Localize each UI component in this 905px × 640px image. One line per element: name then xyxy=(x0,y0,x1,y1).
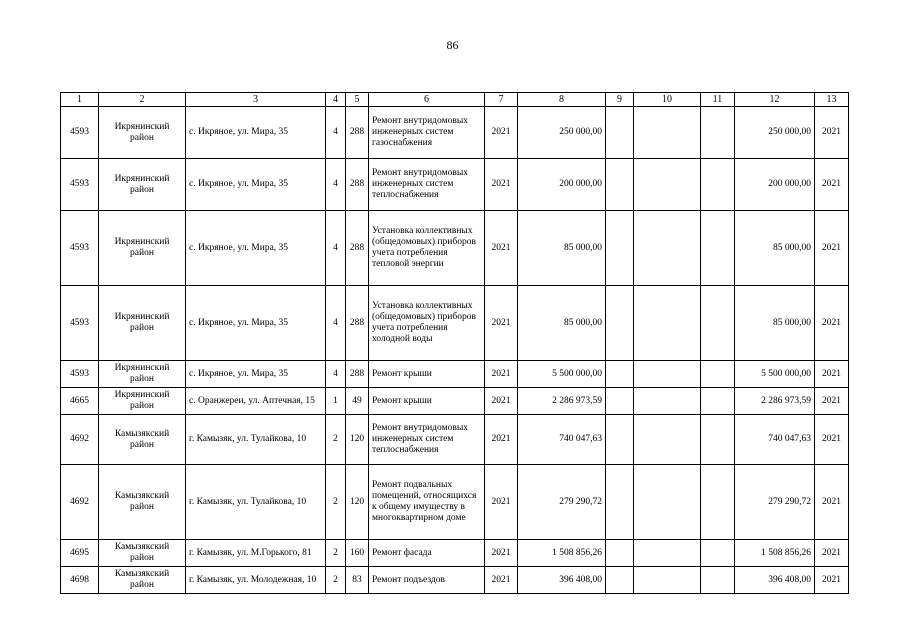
column-header: 4 xyxy=(326,93,346,107)
cell-col12-cost: 740 047,63 xyxy=(735,415,815,465)
cell-year: 2021 xyxy=(485,567,518,594)
cell-district: Икрянинский район xyxy=(99,159,186,211)
cell-id: 4695 xyxy=(61,540,99,567)
column-header: 7 xyxy=(485,93,518,107)
cell-address: с. Икряное, ул. Мира, 35 xyxy=(186,286,326,361)
cell-floors: 2 xyxy=(326,540,346,567)
cell-work-type: Ремонт внутридомовых инженерных систем теплоснабжения xyxy=(369,159,485,211)
cell-col9 xyxy=(606,107,634,159)
cell-year-end: 2021 xyxy=(815,159,849,211)
table-row xyxy=(61,107,849,159)
cell-col9 xyxy=(606,286,634,361)
cell-district: Камызякский район xyxy=(99,540,186,567)
cell-floors: 4 xyxy=(326,286,346,361)
header-row xyxy=(61,93,849,107)
cell-district: Камызякский район xyxy=(99,567,186,594)
cell-id: 4692 xyxy=(61,415,99,465)
cell-year-end: 2021 xyxy=(815,361,849,388)
column-header: 13 xyxy=(815,93,849,107)
cell-col11 xyxy=(701,286,735,361)
table-header xyxy=(61,93,849,107)
cell-district: Икрянинский район xyxy=(99,286,186,361)
cell-col12-cost: 200 000,00 xyxy=(735,159,815,211)
cell-apartments: 288 xyxy=(346,286,369,361)
cell-col12-cost: 396 408,00 xyxy=(735,567,815,594)
column-header: 3 xyxy=(186,93,326,107)
cell-id: 4593 xyxy=(61,107,99,159)
cell-district: Икрянинский район xyxy=(99,361,186,388)
cell-district: Икрянинский район xyxy=(99,211,186,286)
cell-address: г. Камызяк, ул. Тулайкова, 10 xyxy=(186,415,326,465)
cell-apartments: 160 xyxy=(346,540,369,567)
cell-col11 xyxy=(701,465,735,540)
cell-col10 xyxy=(634,361,701,388)
table-row xyxy=(61,211,849,286)
cell-year-end: 2021 xyxy=(815,540,849,567)
cell-id: 4593 xyxy=(61,361,99,388)
table-row xyxy=(61,159,849,211)
cell-col10 xyxy=(634,286,701,361)
cell-floors: 4 xyxy=(326,361,346,388)
table-row xyxy=(61,361,849,388)
column-header: 1 xyxy=(61,93,99,107)
cell-year: 2021 xyxy=(485,361,518,388)
cell-col9 xyxy=(606,159,634,211)
column-header: 6 xyxy=(369,93,485,107)
cell-work-type: Ремонт фасада xyxy=(369,540,485,567)
table-row xyxy=(61,415,849,465)
cell-total-cost: 279 290,72 xyxy=(518,465,606,540)
cell-col11 xyxy=(701,415,735,465)
table-row xyxy=(61,465,849,540)
cell-year-end: 2021 xyxy=(815,107,849,159)
cell-col12-cost: 2 286 973,59 xyxy=(735,388,815,415)
cell-total-cost: 1 508 856,26 xyxy=(518,540,606,567)
cell-address: г. Камызяк, ул. Молодежная, 10 xyxy=(186,567,326,594)
cell-work-type: Ремонт внутридомовых инженерных систем теплоснабжения xyxy=(369,415,485,465)
cell-floors: 4 xyxy=(326,159,346,211)
cell-col10 xyxy=(634,159,701,211)
cell-apartments: 120 xyxy=(346,415,369,465)
table-body xyxy=(61,107,849,594)
cell-year: 2021 xyxy=(485,211,518,286)
cell-work-type: Ремонт крыши xyxy=(369,388,485,415)
cell-district: Икрянинский район xyxy=(99,107,186,159)
cell-id: 4698 xyxy=(61,567,99,594)
cell-floors: 2 xyxy=(326,415,346,465)
cell-id: 4593 xyxy=(61,211,99,286)
cell-apartments: 288 xyxy=(346,361,369,388)
cell-col9 xyxy=(606,388,634,415)
cell-apartments: 83 xyxy=(346,567,369,594)
cell-col12-cost: 85 000,00 xyxy=(735,286,815,361)
table-row xyxy=(61,286,849,361)
cell-col11 xyxy=(701,540,735,567)
cell-address: с. Икряное, ул. Мира, 35 xyxy=(186,159,326,211)
cell-address: с. Икряное, ул. Мира, 35 xyxy=(186,361,326,388)
cell-total-cost: 2 286 973,59 xyxy=(518,388,606,415)
cell-year: 2021 xyxy=(485,286,518,361)
cell-total-cost: 85 000,00 xyxy=(518,286,606,361)
table-row xyxy=(61,567,849,594)
cell-col10 xyxy=(634,211,701,286)
cell-id: 4692 xyxy=(61,465,99,540)
cell-year-end: 2021 xyxy=(815,211,849,286)
cell-address: г. Камызяк, ул. М.Горького, 81 xyxy=(186,540,326,567)
cell-col12-cost: 1 508 856,26 xyxy=(735,540,815,567)
cell-total-cost: 200 000,00 xyxy=(518,159,606,211)
cell-col10 xyxy=(634,415,701,465)
cell-id: 4593 xyxy=(61,286,99,361)
cell-address: с. Икряное, ул. Мира, 35 xyxy=(186,211,326,286)
cell-id: 4593 xyxy=(61,159,99,211)
cell-year-end: 2021 xyxy=(815,567,849,594)
cell-floors: 4 xyxy=(326,211,346,286)
cell-col11 xyxy=(701,107,735,159)
cell-apartments: 288 xyxy=(346,107,369,159)
cell-work-type: Ремонт внутридомовых инженерных систем газоснабжения xyxy=(369,107,485,159)
cell-year: 2021 xyxy=(485,540,518,567)
cell-year: 2021 xyxy=(485,159,518,211)
cell-district: Камызякский район xyxy=(99,415,186,465)
column-header: 8 xyxy=(518,93,606,107)
cell-total-cost: 396 408,00 xyxy=(518,567,606,594)
cell-id: 4665 xyxy=(61,388,99,415)
cell-year: 2021 xyxy=(485,107,518,159)
cell-floors: 2 xyxy=(326,567,346,594)
column-header: 2 xyxy=(99,93,186,107)
cell-total-cost: 250 000,00 xyxy=(518,107,606,159)
cell-col9 xyxy=(606,361,634,388)
cell-address: с. Оранжереи, ул. Аптечная, 15 xyxy=(186,388,326,415)
cell-year-end: 2021 xyxy=(815,465,849,540)
cell-address: г. Камызяк, ул. Тулайкова, 10 xyxy=(186,465,326,540)
cell-col10 xyxy=(634,107,701,159)
cell-floors: 1 xyxy=(326,388,346,415)
page-number: 86 xyxy=(446,38,459,52)
cell-col11 xyxy=(701,567,735,594)
cell-district: Камызякский район xyxy=(99,465,186,540)
column-header: 10 xyxy=(634,93,701,107)
cell-year-end: 2021 xyxy=(815,286,849,361)
cell-work-type: Установка коллективных (общедомовых) приборов учета потребления холодной воды xyxy=(369,286,485,361)
cell-col9 xyxy=(606,465,634,540)
table-row xyxy=(61,388,849,415)
cell-total-cost: 740 047,63 xyxy=(518,415,606,465)
cell-year: 2021 xyxy=(485,388,518,415)
cell-address: с. Икряное, ул. Мира, 35 xyxy=(186,107,326,159)
cell-work-type: Ремонт подъездов xyxy=(369,567,485,594)
cell-apartments: 49 xyxy=(346,388,369,415)
cell-col12-cost: 85 000,00 xyxy=(735,211,815,286)
cell-col9 xyxy=(606,567,634,594)
cell-col10 xyxy=(634,540,701,567)
cell-col11 xyxy=(701,211,735,286)
cell-work-type: Установка коллективных (общедомовых) приборов учета потребления тепловой энергии xyxy=(369,211,485,286)
cell-district: Икрянинский район xyxy=(99,388,186,415)
cell-col12-cost: 250 000,00 xyxy=(735,107,815,159)
cell-year-end: 2021 xyxy=(815,388,849,415)
cell-col10 xyxy=(634,567,701,594)
cell-year: 2021 xyxy=(485,465,518,540)
cell-col10 xyxy=(634,388,701,415)
table-row xyxy=(61,540,849,567)
cell-work-type: Ремонт подвальных помещений, относящихся к общему имуществу в многоквартирном доме xyxy=(369,465,485,540)
cell-year-end: 2021 xyxy=(815,415,849,465)
cell-col9 xyxy=(606,415,634,465)
cell-col12-cost: 279 290,72 xyxy=(735,465,815,540)
cell-col11 xyxy=(701,361,735,388)
cell-col9 xyxy=(606,540,634,567)
column-header: 5 xyxy=(346,93,369,107)
cell-year: 2021 xyxy=(485,415,518,465)
cell-apartments: 288 xyxy=(346,159,369,211)
column-header: 11 xyxy=(701,93,735,107)
cell-col11 xyxy=(701,388,735,415)
register-table xyxy=(60,92,849,594)
cell-work-type: Ремонт крыши xyxy=(369,361,485,388)
cell-floors: 4 xyxy=(326,107,346,159)
column-header: 9 xyxy=(606,93,634,107)
cell-col11 xyxy=(701,159,735,211)
cell-apartments: 288 xyxy=(346,211,369,286)
cell-floors: 2 xyxy=(326,465,346,540)
cell-col10 xyxy=(634,465,701,540)
column-header: 12 xyxy=(735,93,815,107)
cell-col9 xyxy=(606,211,634,286)
cell-apartments: 120 xyxy=(346,465,369,540)
cell-col12-cost: 5 500 000,00 xyxy=(735,361,815,388)
cell-total-cost: 5 500 000,00 xyxy=(518,361,606,388)
cell-total-cost: 85 000,00 xyxy=(518,211,606,286)
